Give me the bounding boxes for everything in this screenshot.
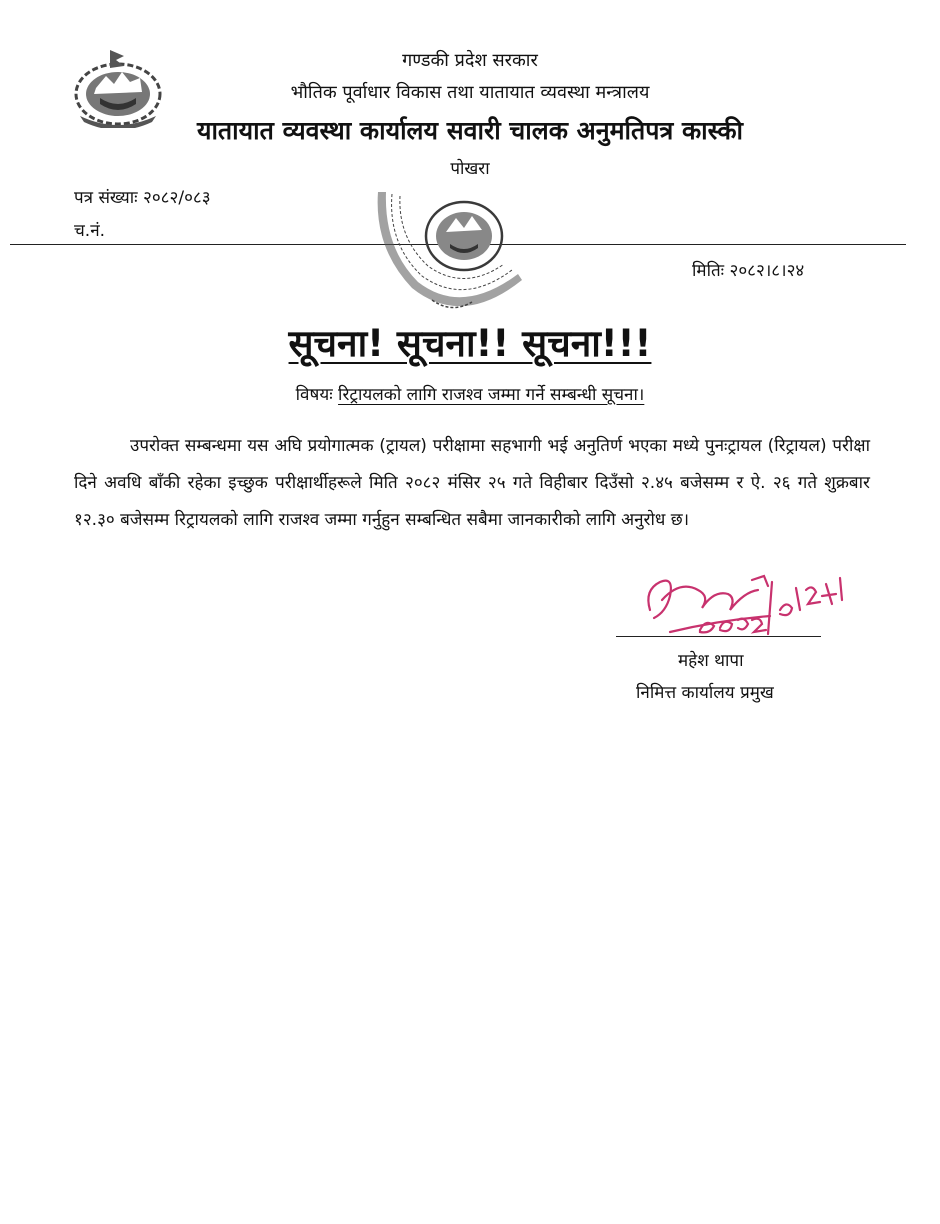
letter-number: पत्र संख्याः २०८२/०८३ xyxy=(74,188,211,208)
dispatch-number: च.नं. xyxy=(74,221,106,241)
subject-line xyxy=(0,382,940,405)
notice-title xyxy=(0,316,940,367)
signatory-title: निमित्त कार्यालय प्रमुख xyxy=(636,683,774,703)
notice-title-text: सूचना! सूचना!! सूचना!!! xyxy=(288,322,652,365)
subject-text: रिट्रायलको लागि राजश्व जम्मा गर्ने सम्बन्धी सूचना। xyxy=(338,385,645,405)
ministry-name: भौतिक पूर्वाधार विकास तथा यातायात व्यवस्था मन्त्रालय xyxy=(290,82,650,103)
office-stamp xyxy=(372,188,538,322)
office-name: यातायात व्यवस्था कार्यालय सवारी चालक अनुमतिपत्र कास्की xyxy=(196,116,744,145)
signature-line xyxy=(616,636,821,637)
signatory-name: महेश थापा xyxy=(678,651,744,671)
issue-date: मितिः २०८२।८।२४ xyxy=(692,261,805,281)
office-city: पोखरा xyxy=(450,159,490,179)
handwritten-signature xyxy=(640,560,850,640)
subject-label: विषयः xyxy=(295,385,333,405)
notice-body: उपरोक्त सम्बन्धमा यस अघि प्रयोगात्मक (ट्रायल) परीक्षामा सहभागी भई अनुतिर्ण भएका मध्ये पुनःट्रायल (रिट्रायल) परीक्षा दिने अवधि बाँकी रहेका इच्छुक परीक्षार्थीहरूले मिति २०८२ मंसिर २५ गते विहीबार दिउँसो २.४५ बजेसम्म र ऐ. २६ गते शुक्रबार १२.३० बजेसम्म रिट्रायलको लागि राजश्व जम्मा गर्नुहुन सम्बन्धित सबैमा जानकारीको लागि अनुरोध छ। xyxy=(74,436,870,530)
province-government: गण्डकी प्रदेश सरकार xyxy=(402,50,538,71)
